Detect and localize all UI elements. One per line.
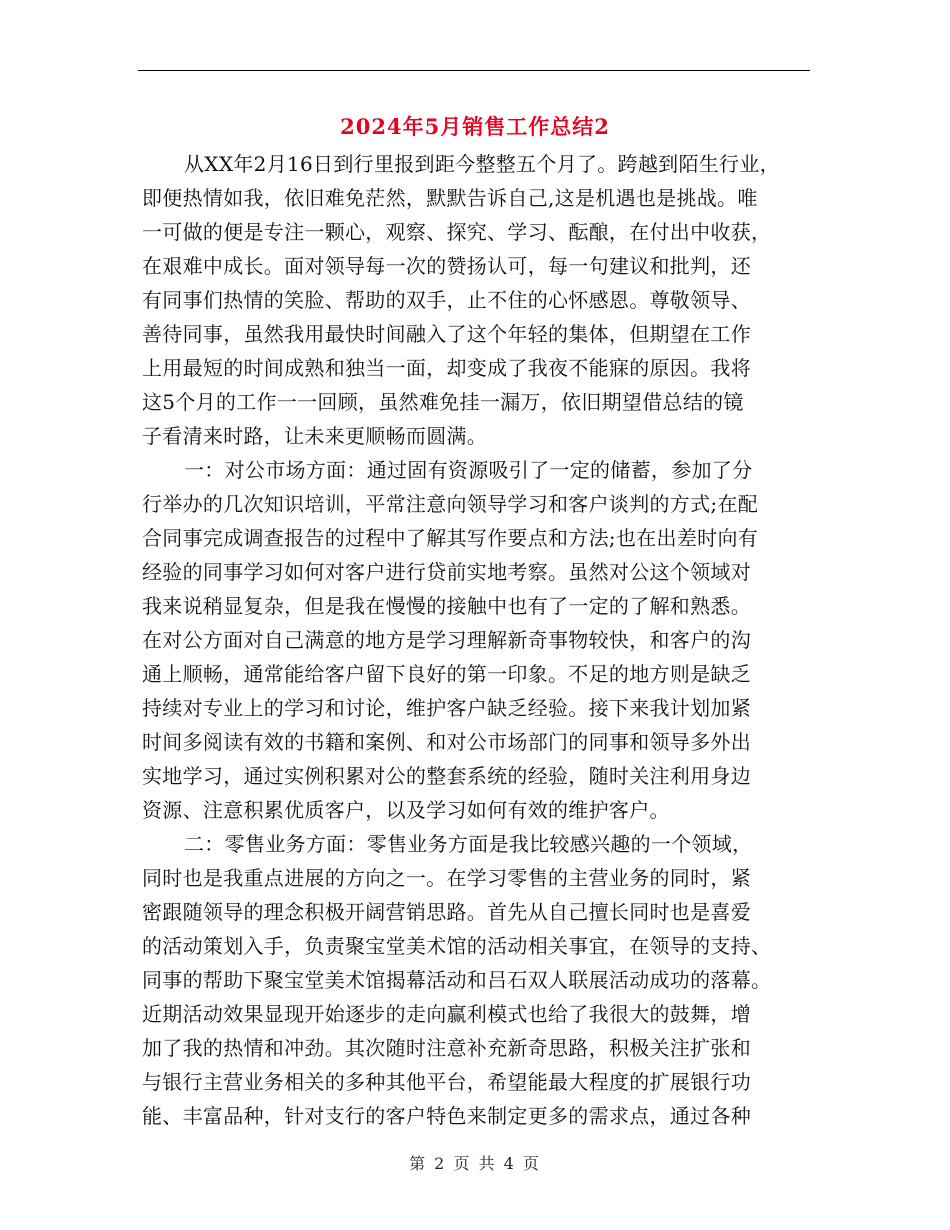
text-line: 与银行主营业务相关的多种其他平台，希望能最大程度的扩展银行功 xyxy=(142,1070,751,1094)
document-title: 2024年5月销售工作总结2 xyxy=(340,114,610,139)
text-line: 二：零售业务方面：零售业务方面是我比较感兴趣的一个领域， xyxy=(184,832,753,856)
text-line: 能、丰富品种，针对支行的客户特色来制定更多的需求点，通过各种 xyxy=(142,1104,751,1128)
text-line: 即便热情如我，依旧难免茫然，默默告诉自己,这是机遇也是挑战。唯 xyxy=(142,186,758,210)
text-line: 我来说稍显复杂，但是我在慢慢的接触中也有了一定的了解和熟悉。 xyxy=(142,594,751,618)
text-line: 子看清来时路，让未来更顺畅而圆满。 xyxy=(142,424,488,448)
text-line: 持续对专业上的学习和讨论，维护客户缺乏经验。接下来我计划加紧 xyxy=(142,696,751,720)
text-line: 密跟随领导的理念积极开阔营销思路。首先从自己擅长同时也是喜爱 xyxy=(142,900,751,924)
text-line: 的活动策划入手，负责聚宝堂美术馆的活动相关事宜，在领导的支持、 xyxy=(142,934,772,958)
header-rule xyxy=(138,70,810,71)
page-footer: 第 2 页 共 4 页 xyxy=(409,1154,541,1173)
text-line: 这5个月的工作一一回顾，虽然难免挂一漏万，依旧期望借总结的镜 xyxy=(142,390,744,414)
text-line: 合同事完成调查报告的过程中了解其写作要点和方法;也在出差时向有 xyxy=(142,526,759,550)
text-line: 在对公方面对自己满意的地方是学习理解新奇事物较快，和客户的沟 xyxy=(142,628,751,652)
text-line: 善待同事，虽然我用最快时间融入了这个年轻的集体，但期望在工作 xyxy=(142,322,751,346)
text-line: 同时也是我重点进展的方向之一。在学习零售的主营业务的同时，紧 xyxy=(142,866,751,890)
text-line: 通上顺畅，通常能给客户留下良好的第一印象。不足的地方则是缺乏 xyxy=(142,662,751,686)
text-line: 实地学习，通过实例积累对公的整套系统的经验，随时关注利用身边 xyxy=(142,764,751,788)
text-line: 近期活动效果显现开始逐步的走向赢利模式也给了我很大的鼓舞，增 xyxy=(142,1002,751,1026)
text-line: 在艰难中成长。面对领导每一次的赞扬认可，每一句建议和批判，还 xyxy=(142,254,751,278)
text-line: 从XX年2月16日到行里报到距今整整五个月了。跨越到陌生行业， xyxy=(184,152,780,176)
text-line: 同事的帮助下聚宝堂美术馆揭幕活动和吕石双人联展活动成功的落幕。 xyxy=(142,968,772,992)
text-line: 加了我的热情和冲劲。其次随时注意补充新奇思路，积极关注扩张和 xyxy=(142,1036,751,1060)
text-line: 资源、注意积累优质客户，以及学习如何有效的维护客户。 xyxy=(142,798,670,822)
text-line: 有同事们热情的笑脸、帮助的双手，止不住的心怀感恩。尊敬领导、 xyxy=(142,288,751,312)
text-line: 一：对公市场方面：通过固有资源吸引了一定的储蓄，参加了分 xyxy=(184,458,753,482)
text-line: 一可做的便是专注一颗心，观察、探究、学习、酝酿，在付出中收获， xyxy=(142,220,772,244)
text-line: 经验的同事学习如何对客户进行贷前实地考察。虽然对公这个领域对 xyxy=(142,560,751,584)
text-line: 时间多阅读有效的书籍和案例、和对公市场部门的同事和领导多外出 xyxy=(142,730,751,754)
text-line: 行举办的几次知识培训，平常注意向领导学习和客户谈判的方式;在配 xyxy=(142,492,759,516)
text-line: 上用最短的时间成熟和独当一面，却变成了我夜不能寐的原因。我将 xyxy=(142,356,751,380)
